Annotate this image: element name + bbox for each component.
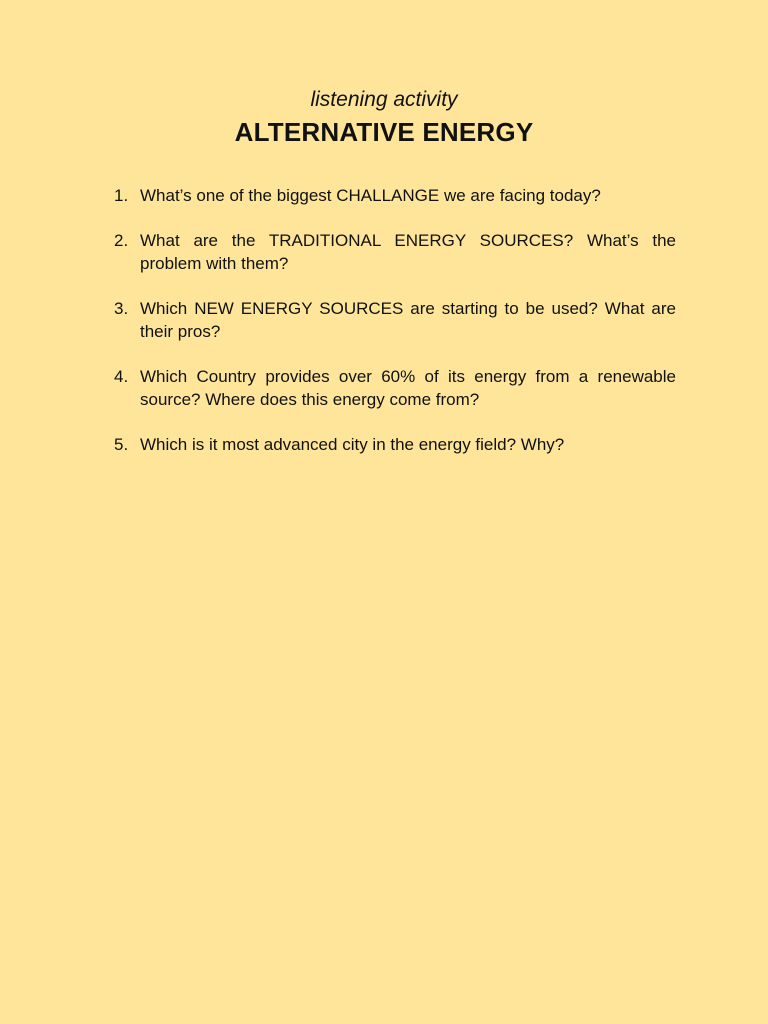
question-text: What’s one of the biggest CHALLANGE we are facing today? bbox=[140, 186, 601, 205]
page-title: ALTERNATIVE ENERGY bbox=[234, 117, 534, 147]
question-item bbox=[114, 297, 676, 343]
question-number: 2. bbox=[114, 231, 129, 250]
question-item bbox=[114, 184, 676, 207]
question-item bbox=[114, 365, 676, 411]
page-subtitle: listening activity bbox=[310, 88, 458, 111]
question-text: What are the TRADITIONAL ENERGY SOURCES? What’s the problem with them? bbox=[140, 231, 676, 273]
question-number: 1. bbox=[114, 186, 129, 205]
question-text: Which is it most advanced city in the energy field? Why? bbox=[140, 435, 565, 454]
question-number: 5. bbox=[114, 435, 129, 454]
question-text: Which NEW ENERGY SOURCES are starting to be used? What are their pros? bbox=[140, 299, 676, 341]
question-text: Which Country provides over 60% of its energy from a renewable source? Where does this energy come from? bbox=[140, 367, 676, 409]
question-number: 4. bbox=[114, 367, 129, 386]
question-item bbox=[114, 433, 676, 456]
question-list bbox=[114, 184, 676, 478]
question-item bbox=[114, 229, 676, 275]
question-number: 3. bbox=[114, 299, 129, 318]
